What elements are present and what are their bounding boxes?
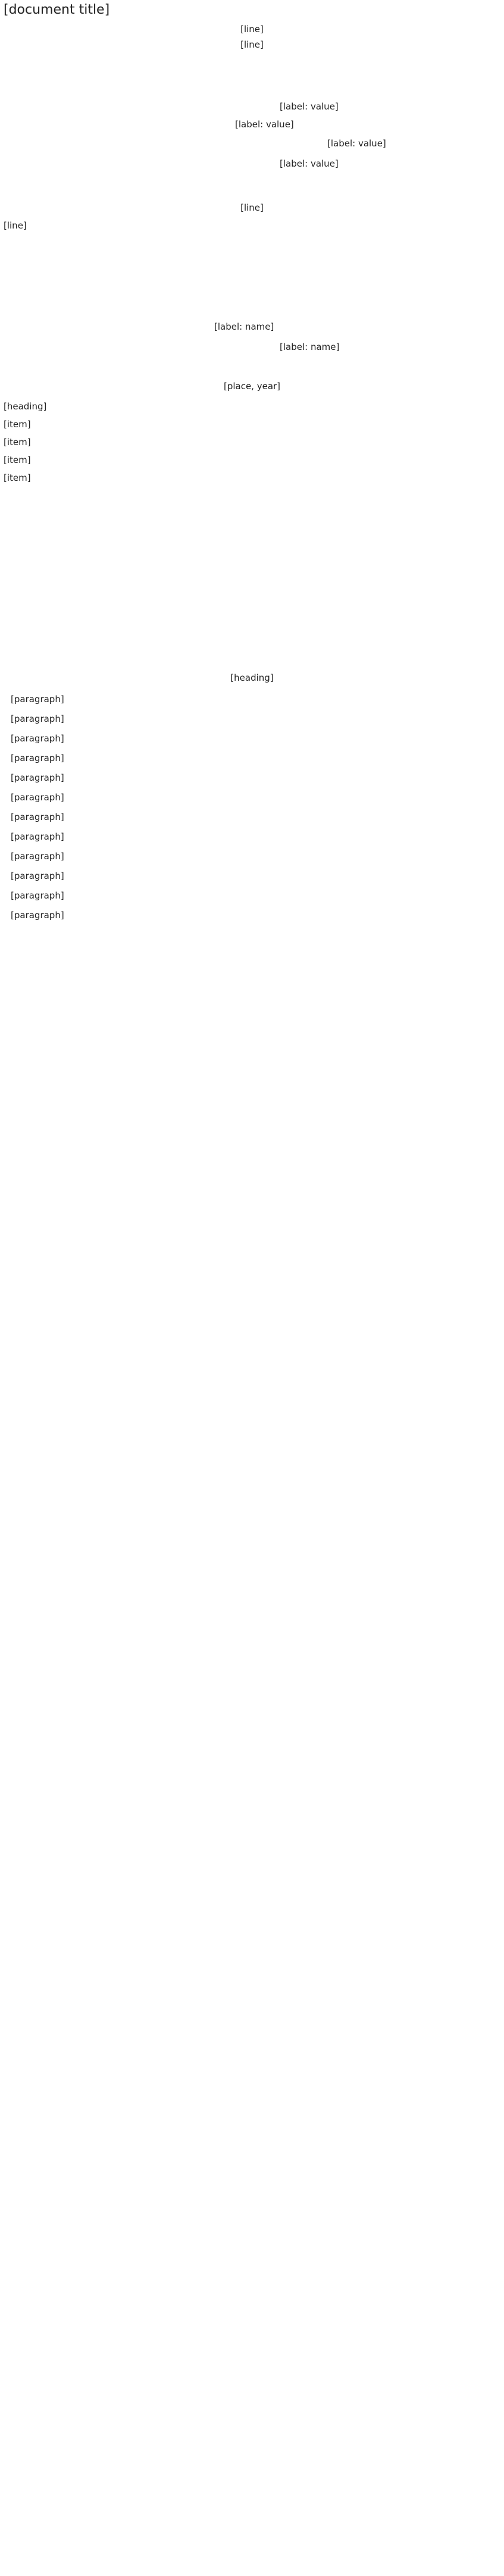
header-line-2: [line] (240, 39, 264, 50)
detail-2: [label: value] (235, 119, 294, 130)
detail-4: [label: value] (280, 158, 339, 169)
paragraph: [paragraph] (11, 910, 64, 921)
contents-item-1: [item] (4, 419, 31, 430)
contents-item-2: [item] (4, 437, 31, 447)
document-title: [document title] (4, 2, 110, 17)
work-type: [line] (240, 202, 264, 213)
paragraph: [paragraph] (11, 871, 64, 881)
paragraph: [paragraph] (11, 772, 64, 783)
paragraph: [paragraph] (11, 812, 64, 822)
paragraph: [paragraph] (11, 733, 64, 744)
paragraph: [paragraph] (11, 713, 64, 724)
paragraph: [paragraph] (11, 831, 64, 842)
author-line-2: [label: name] (280, 342, 340, 352)
contents-item-4: [item] (4, 472, 31, 483)
paragraph: [paragraph] (11, 753, 64, 763)
paragraph: [paragraph] (11, 890, 64, 901)
body-heading: [heading] (230, 672, 274, 683)
paragraph: [paragraph] (11, 792, 64, 803)
detail-1: [label: value] (280, 101, 339, 112)
detail-3: [label: value] (327, 138, 386, 149)
author-line-1: [label: name] (214, 321, 274, 332)
body-text (4, 693, 499, 929)
contents-item-3: [item] (4, 455, 31, 465)
topic: [line] (4, 220, 27, 231)
paragraph: [paragraph] (11, 851, 64, 862)
header-line-1: [line] (240, 24, 264, 35)
paragraph: [paragraph] (11, 694, 64, 705)
contents-heading: [heading] (4, 401, 47, 412)
place-year: [place, year] (223, 381, 281, 392)
